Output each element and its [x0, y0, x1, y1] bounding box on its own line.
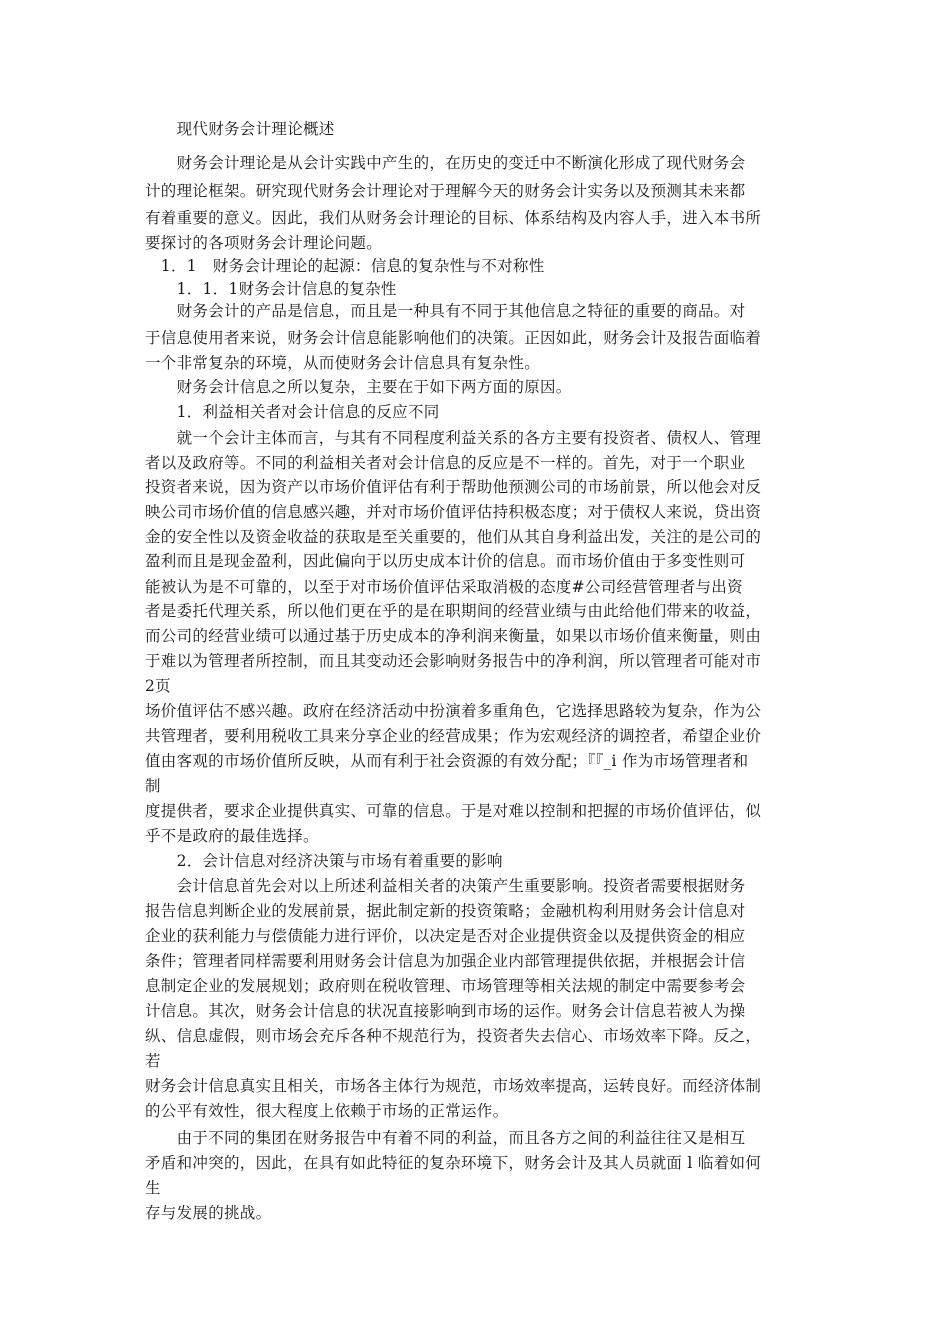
text-line: 财务会计的产品是信息，而且是一种具有不同于其他信息之特征的重要的商品。对 [145, 302, 746, 320]
text-line: 财务会计信息之所以复杂，主要在于如下两方面的原因。 [145, 378, 572, 396]
text-line: 映公司市场价值的信息感兴趣，并对市场价值评估持积极态度；对于债权人来说，贷出资 [145, 503, 762, 521]
text-line: 计信息。其次，财务会计信息的状况直接影响到市场的运作。财务会计信息若被人为操 [145, 1002, 746, 1020]
text-line: 一个非常复杂的环境，从而使财务会计信息具有复杂性。 [145, 354, 541, 372]
text-line: 盈利而且是现金盈利，因此偏向于以历史成本计价的信息。而市场价值由于多变性则可 [145, 552, 746, 570]
text-line: 于信息使用者来说，财务会计信息能影响他们的决策。正因如此，财务会计及报告面临着 [145, 329, 762, 347]
subsection-heading: 1．1．1财务会计信息的复杂性 [145, 280, 397, 298]
text-line: 能被认为是不可靠的，以至于对市场价值评估采取消极的态度#公司经营管理者与出资 [145, 578, 743, 596]
section-heading: 1．1 财务会计理论的起源：信息的复杂性与不对称性 [145, 257, 545, 275]
text-line: 息制定企业的发展规划；政府则在税收管理、市场管理等相关法规的制定中需要参考会 [145, 977, 746, 995]
text-line: 金的安全性以及资金收益的获取是至关重要的，他们从其自身利益出发，关注的是公司的 [145, 528, 762, 546]
text-line: 由于不同的集团在财务报告中有着不同的利益，而且各方之间的利益往往又是相互 [145, 1129, 746, 1147]
text-line: 投资者来说，因为资产以市场价值评估有利于帮助他预测公司的市场前景，所以他会对反 [145, 478, 762, 496]
text-line: 的公平有效性，很大程度上依赖于市场的正常运作。 [145, 1102, 509, 1120]
text-line: 条件；管理者同样需要利用财务会计信息为加强企业内部管理提供依据，并根据会计信 [145, 952, 746, 970]
text-line: 乎不是政府的最佳选择。 [145, 827, 319, 845]
text-line: 纵、信息虚假，则市场会充斥各种不规范行为，投资者失去信心、市场效率下降。反之， [145, 1027, 762, 1045]
text-line: 若 [145, 1052, 161, 1070]
text-line: 要探讨的各项财务会计理论问题。 [145, 234, 383, 252]
page-number: 2页 [145, 677, 171, 695]
text-line: 制 [145, 777, 161, 795]
text-line: 生 [145, 1179, 161, 1197]
item-heading: 1．利益相关者对会计信息的反应不同 [145, 403, 440, 421]
text-line: 存与发展的挑战。 [145, 1204, 272, 1222]
text-line: 企业的获利能力与偿债能力进行评价，以决定是否对企业提供资金以及提供资金的相应 [145, 927, 746, 945]
text-line: 者以及政府等。不同的利益相关者对会计信息的反应是不一样的。首先，对于一个职业 [145, 454, 746, 472]
text-line: 度提供者，要求企业提供真实、可靠的信息。于是对难以控制和把握的市场价值评估，似 [145, 802, 762, 820]
text-line: 会计信息首先会对以上所述利益相关者的决策产生重要影响。投资者需要根据财务 [145, 877, 746, 895]
text-line: 场价值评估不感兴趣。政府在经济活动中扮演着多重角色，它选择思路较为复杂，作为公 [145, 702, 762, 720]
document-title: 现代财务会计理论概述 [145, 120, 335, 138]
text-line: 者是委托代理关系，所以他们更在乎的是在职期间的经营业绩与由此给他们带来的收益， [145, 602, 762, 620]
text-line: 值由客观的市场价值所反映，从而有利于社会资源的有效分配；『『_i 作为市场管理者和 [145, 752, 749, 770]
text-line: 财务会计信息真实且相关，市场各主体行为规范，市场效率提高，运转良好。而经济体制 [145, 1077, 762, 1095]
text-line: 矛盾和冲突的，因此，在具有如此特征的复杂环境下，财务会计及其人员就面 l 临着如何 [145, 1154, 762, 1172]
item-heading: 2．会计信息对经济决策与市场有着重要的影响 [145, 852, 503, 870]
text-line: 报告信息判断企业的发展前景，据此制定新的投资策略；金融机构利用财务会计信息对 [145, 902, 746, 920]
text-line: 计的理论框架。研究现代财务会计理论对于理解今天的财务会计实务以及预测其未来都 [145, 182, 746, 200]
text-line: 于难以为管理者所控制，而且其变动还会影响财务报告中的净利润，所以管理者可能对市 [145, 652, 762, 670]
text-line: 有着重要的意义。因此，我们从财务会计理论的目标、体系结构及内容人手，进入本书所 [145, 209, 762, 227]
text-line: 财务会计理论是从会计实践中产生的，在历史的变迁中不断演化形成了现代财务会 [145, 154, 746, 172]
text-line: 而公司的经营业绩可以通过基于历史成本的净利润来衡量，如果以市场价值来衡量，则由 [145, 627, 762, 645]
text-line: 就一个会计主体而言，与其有不同程度利益关系的各方主要有投资者、债权人、管理 [145, 429, 762, 447]
text-line: 共管理者，要利用税收工具来分享企业的经营成果；作为宏观经济的调控者，希望企业价 [145, 727, 762, 745]
